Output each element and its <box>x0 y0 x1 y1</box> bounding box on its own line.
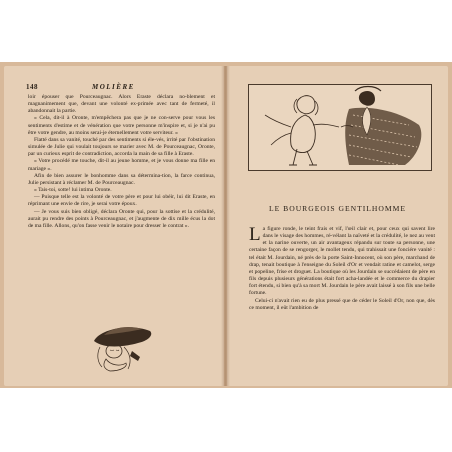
paragraph: Flatté dans sa vanité, touché par des sentiments si éle-vés, irrité par l'obstination simulée de Julie qui voulait toujours se marier avec M. de Pourceaugnac, Oronte, par un curieux esprit de contradiction, accorda la main de sa fille à Eraste. <box>28 136 215 158</box>
right-page <box>227 66 448 386</box>
chapter-title: LE BOURGEOIS GENTILHOMME <box>268 204 407 213</box>
running-title: MOLIÈRE <box>92 83 135 91</box>
paragraph: loir épouser que Pourceaugnac. Alors Eraste déclara no-blement et magnanimement que, devant une volonté ex-primée avec tant de fermeté, il abandonnait la partie. <box>28 94 215 115</box>
paragraph: « Votre procédé me touche, dit-il au jeune homme, et je vous donne ma fille en mariage ». <box>28 158 215 172</box>
paragraph: — Puisque telle est la volonté de votre père et pour lui obéir, lui dit Eraste, en réprimant une envie de rire, je serai votre époux. <box>28 194 215 208</box>
paragraph: — Je vous suis bien obligé, déclara Oronte qui, pour la sottise et la crédulité, aurait pu rendre des points à Pourceaugnac, et j'augmente de dix mille écus la dot de ma fille. Allons, qu'on fasse venir le notaire pour dresser le contrat ». <box>28 208 215 229</box>
two-figures-illustration-icon <box>248 84 432 171</box>
book-gutter <box>221 66 230 386</box>
paragraph: Celui-ci n'avait rien eu de plus pressé que de céder le Soleil d'Or, non que, dès ce moment, il eût l'ambition de <box>249 297 435 311</box>
drop-cap: L <box>249 224 261 245</box>
right-page-text <box>249 226 435 312</box>
lady-in-hat-vignette-icon <box>90 321 156 373</box>
paragraph: « Cela, dit-il à Oronte, m'empêchera pas que je ne con-serve pour vous les sentiments d'estime et de vénération que votre personne m'inspire et, si je n'ai pu être votre gendre, au moins serai-je éternellement votre serviteur. » <box>28 115 215 136</box>
paragraph: Afin de bien assurer le bonhomme dans sa détermina-tion, la farce continua, Julie persistant à réclamer M. de Pourceaugnac. <box>28 172 215 186</box>
left-page-text <box>28 94 215 230</box>
paragraph: « Tais-toi, sotte! lui intima Oronte. <box>34 187 112 194</box>
page-number: 148 <box>26 83 38 91</box>
left-page <box>4 66 224 386</box>
paragraph <box>249 226 435 298</box>
paragraph-body: a figure ronde, le teint frais et vif, l'œil clair et, pour ceux qui savent lire dans le visage des hommes, ré-vélant la naïveté et la crédulité, le nez au vent et la narine ouverte, un air avantageux répandu sur toute sa personne, une certaine façon de se rengorger, le mollet tendu, qui trahissait une fonciére vanité : tel était M. Jourdain, né près de la porte Saint-Innocent, où son père, marchand de drap, tenait boutique à l'enseigne du Soleil d'Or et vendait ratine et camelot, serge et popeline, frise et droguet. La boutique où les Jourdain se succédaient de père en fils depuis plusieurs générations était fort achа-landée et le commerce du drapier fort étendu, si bien qu'à sa mort M. Jourdain le père avait laissé à son fils une belle fortune. <box>249 226 435 297</box>
running-head <box>26 83 211 93</box>
